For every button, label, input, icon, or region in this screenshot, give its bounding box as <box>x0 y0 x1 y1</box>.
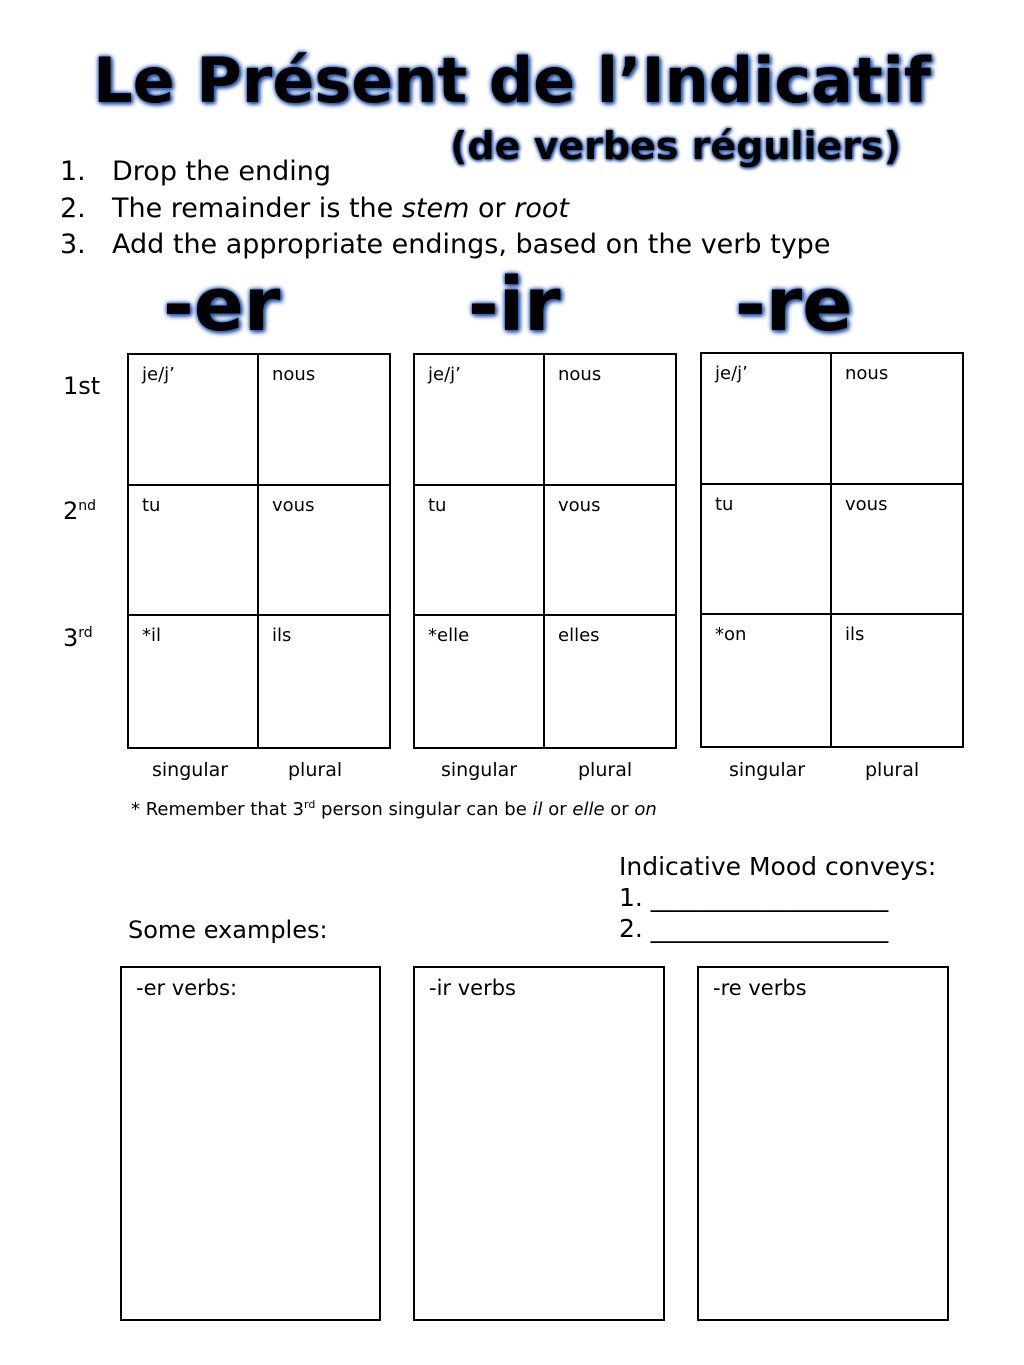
grid-cell: *on <box>702 615 832 746</box>
page-title: Le Présent de l’Indicatif <box>93 44 931 117</box>
mood-blank-line-2: 2. ___________________ <box>619 914 889 943</box>
grid-cell: ils <box>845 624 865 646</box>
example-box-ir <box>413 966 665 1321</box>
example-box-label: -er verbs: <box>136 976 238 1000</box>
grid-cell: elles <box>558 625 600 647</box>
grid-cell: nous <box>832 354 962 485</box>
row-label-first: 1st <box>63 372 101 400</box>
verb-type-re: -re <box>735 262 853 348</box>
examples-label: Some examples: <box>128 916 328 944</box>
grid-cell: *elle <box>415 616 545 747</box>
instruction-list: 1. Drop the ending 2. The remainder is the stem or root 3. Add the appropriate endings, based on the verb type <box>60 156 831 260</box>
mood-heading: Indicative Mood conveys: <box>619 852 937 881</box>
example-box-re <box>697 966 949 1321</box>
conjugation-grid-ir <box>413 353 677 749</box>
example-box-label: -re verbs <box>713 976 807 1000</box>
grid-cell: nous <box>259 355 389 486</box>
verb-type-ir: -ir <box>468 262 561 348</box>
verb-type-er: -er <box>163 262 281 348</box>
mood-blank-line-1: 1. ___________________ <box>619 883 889 912</box>
grid-cell: vous <box>259 486 389 617</box>
grid-cell: tu <box>702 485 832 616</box>
example-box-er <box>120 966 381 1321</box>
column-footer-singular: singular <box>729 759 806 781</box>
grid-cell: vous <box>545 486 675 617</box>
column-footer-plural: plural <box>288 759 343 781</box>
grid-cell: nous <box>545 355 675 486</box>
grid-cell: *il <box>129 616 259 747</box>
grid-cell: je/j’ <box>702 354 832 485</box>
column-footer-singular: singular <box>441 759 518 781</box>
column-footer-plural: plural <box>865 759 920 781</box>
grid-cell: tu <box>129 486 259 617</box>
example-box-label: -ir verbs <box>429 976 516 1000</box>
grid-cell: je/j’ <box>415 355 545 486</box>
grid-cell: je/j’ <box>129 355 259 486</box>
grid-cell: tu <box>415 486 545 617</box>
remember-note: * Remember that 3rd person singular can be il or elle or on <box>131 798 657 820</box>
grid-cell: vous <box>832 485 962 616</box>
column-footer-plural: plural <box>578 759 633 781</box>
conjugation-grid-re <box>700 352 964 748</box>
page-subtitle: (de verbes réguliers) <box>450 124 901 168</box>
row-label-second: 2nd <box>63 497 97 525</box>
row-label-third: 3rd <box>63 624 93 652</box>
grid-cell: ils <box>272 625 292 647</box>
column-footer-singular: singular <box>152 759 229 781</box>
conjugation-grid-er <box>127 353 391 749</box>
